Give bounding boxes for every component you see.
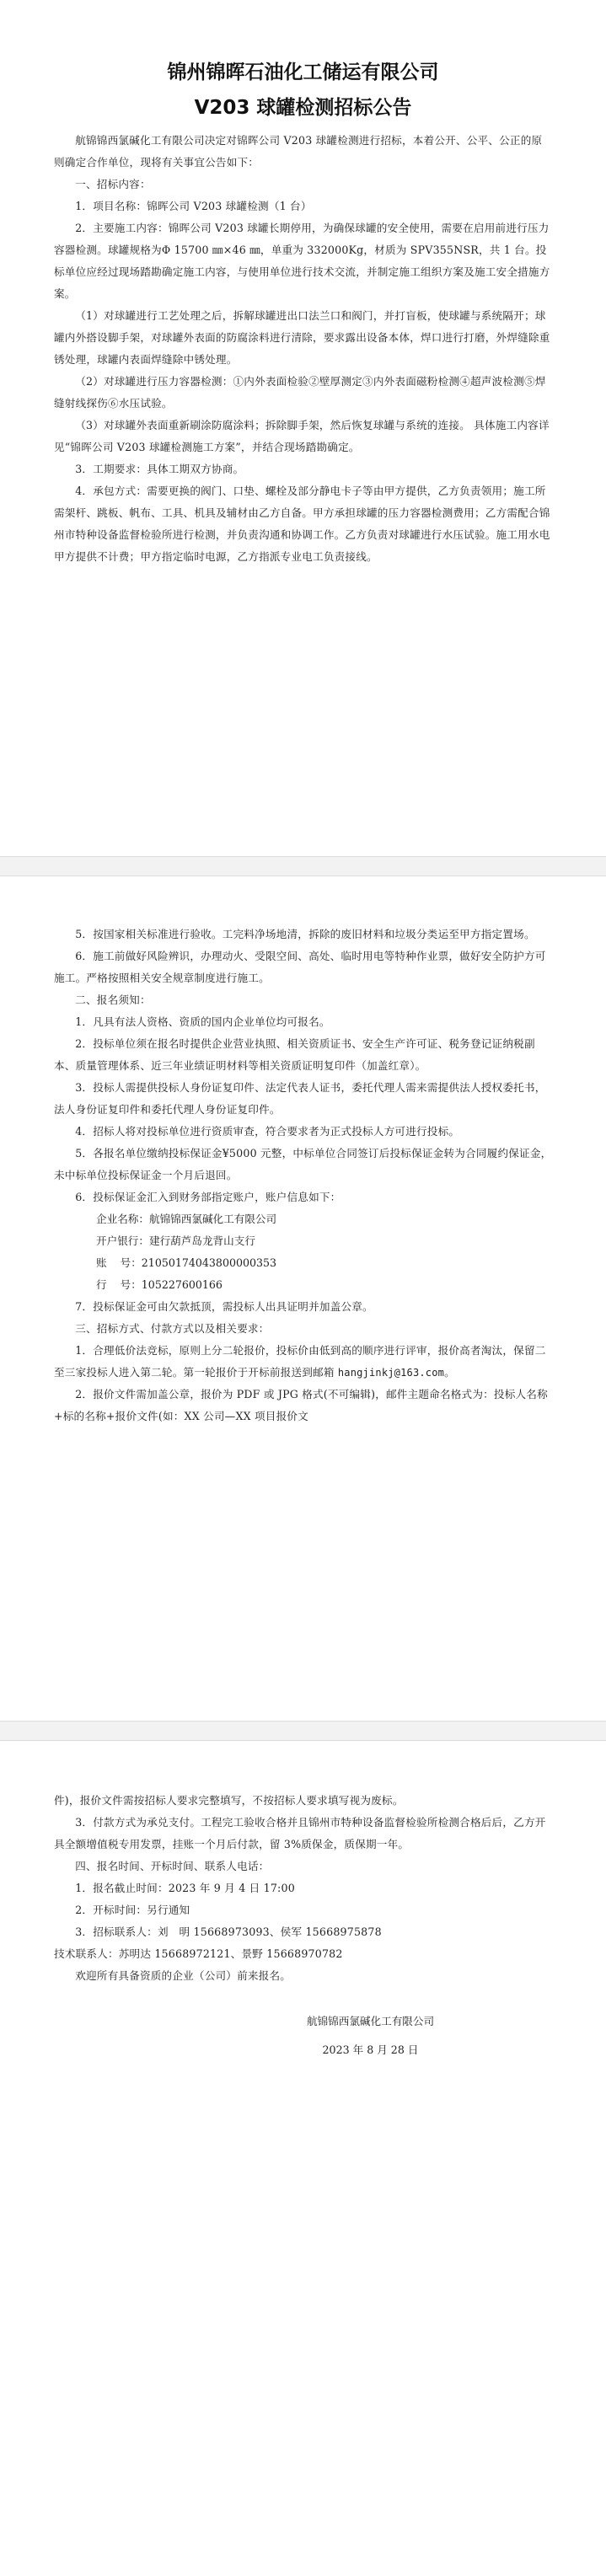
section-1-item: 6．施工前做好风险辨识，办理动火、受限空间、高处、临时用电等特种作业票，做好安全防护方可施工。严格按照相关安全规章制度进行施工。 [54,950,546,984]
bank-value: 建行葫芦岛龙背山支行 [148,1234,255,1247]
bank-account-info [54,1208,552,1296]
page-separator [0,1721,606,1741]
section-3-item-continued: 件)，报价文件需按招标人要求完整填写，不按招标人要求填写视为废标。 [54,1794,404,1807]
section-2-heading: 二、报名须知： [75,993,151,1006]
section-1-item: （3）对球罐外表面重新刷涂防腐涂料；拆除脚手架，然后恢复球罐与系统的连接。 具体施工内容详见“锦晖公司 V203 球罐检测施工方案”，并结合现场踏勘确定。 [54,419,550,453]
signature-date: 2023 年 8 月 28 日 [322,2043,419,2056]
section-1-item: 3．工期要求：具体工期双方协商。 [75,463,244,475]
section-4-heading: 四、报名时间、开标时间、联系人电话： [75,1860,270,1872]
document-page-1 [0,0,606,856]
page-title: 锦州锦晖石油化工储运有限公司 [167,62,439,83]
section-2-item: 7．投标保证金可由欠款抵顶，需投标人出具证明并加盖公章。 [75,1300,373,1313]
page-separator [0,856,606,876]
signature-company: 航锦锦西氯碱化工有限公司 [306,2015,435,2027]
section-2-item: 2．投标单位须在报名时提供企业营业执照、相关资质证书、安全生产许可证、税务登记证纳税副本、质量管理体系、近三年业绩证明材料等相关资质证明复印件（加盖红章）。 [54,1037,535,1072]
section-4-item: 1．报名截止时间：2023 年 9 月 4 日 17:00 [75,1882,295,1894]
account-row [96,1252,552,1274]
section-2-item: 4．招标人将对投标单位进行资质审查，符合要求者为正式投标人方可进行投标。 [75,1125,460,1138]
account-label: 账 号： [96,1256,142,1269]
email-link[interactable]: hangjinkj@163.com [337,1367,445,1379]
section-1-item: 1．项目名称：锦晖公司 V203 球罐检测（1 台） [75,200,312,212]
page-subtitle: V203 球罐检测招标公告 [194,97,412,119]
document-page-2 [0,876,606,1721]
section-2-item: 3．投标人需提供投标人身份证复印件、法定代表人证书，委托代理人需来需提供法人授权委托书，法人身份证复印件和委托代理人身份证复印件。 [54,1081,546,1116]
section-3-item [54,1340,552,1384]
section-4-item: 3．招标联系人：刘 明 15668973093、侯军 15668975878 [75,1925,382,1938]
section-1-item: 4．承包方式：需要更换的阀门、口垫、螺栓及部分静电卡子等由甲方提供，乙方负责领用；施工所需架杆、跳板、帆布、工具、机具及辅材由乙方自备。甲方承担球罐的压力容器检测费用；乙方需配合锦州市特种设备监督检验所进行检测，并负责沟通和协调工作。乙方负责对球罐进行水压试验。施工用水电甲方提供不计费；甲方指定临时电源，乙方指派专业电工负责接线。 [54,485,550,563]
section-1-item: 2．主要施工内容：锦晖公司 V203 球罐长期停用，为确保球罐的安全使用，需要在启用前进行压力容器检测。球罐规格为Φ 15700 ㎜×46 ㎜，单重为 332000Kg，材质为 SPV355NSR，共 1 台。投标单位应经过现场踏勘确定施工内容，与使用单位进行技术交流，并制定施工组织方案及施工安全措施方案。 [54,222,550,300]
bank-number-value: 105227600166 [141,1278,223,1291]
section-1-heading: 一、招标内容： [75,178,151,190]
intro-paragraph: 航锦锦西氯碱化工有限公司决定对锦晖公司 V203 球罐检测进行招标，本着公开、公平、公正的原则确定合作单位，现将有关事宜公告如下： [54,134,543,169]
company-label: 企业名称： [96,1213,149,1225]
bank-number-label: 行 号： [96,1278,142,1291]
section-2-item: 1．凡具有法人资格、资质的国内企业单位均可报名。 [75,1015,330,1028]
account-value: 21050174043800000353 [141,1256,277,1269]
bank-label: 开户银行： [96,1234,149,1247]
section-3-heading: 三、招标方式、付款方式以及相关要求： [75,1322,270,1335]
section-2-item: 5．各报名单位缴纳投标保证金¥5000 元整，中标单位合同签订后投标保证金转为合同履约保证金，未中标单位投标保证金一个月后退回。 [54,1147,552,1181]
company-name-row [96,1208,552,1230]
section-1-item: （1）对球罐进行工艺处理之后，拆解球罐进出口法兰口和阀门，并打盲板，使球罐与系统隔开；球罐内外搭设脚手架，对球罐外表面的防腐涂料进行清除，要求露出设备本体，焊口进行打磨，外焊缝除重锈处理，球罐内表面焊缝除中锈处理。 [54,309,550,366]
section-1-item: 5．按国家相关标准进行验收。工完料净场地清，拆除的废旧材料和垃圾分类运至甲方指定置场。 [75,928,535,940]
section-3-item-1-text: 1．合理低价法竞标，原则上分二轮报价，投标价由低到高的顺序进行评审，报价高者淘汰，保留二至三家投标人进入第二轮。第一轮报价于开标前报送到邮箱 [54,1344,546,1379]
section-4-item: 2．开标时间：另行通知 [75,1904,190,1916]
section-3-item-1-end: 。 [444,1366,455,1379]
section-2-item: 6．投标保证金汇入到财务部指定账户，账户信息如下： [75,1191,341,1203]
welcome-text: 欢迎所有具备资质的企业（公司）前来报名。 [75,1969,292,1982]
section-3-item: 3．付款方式为承兑支付。工程完工验收合格并且锦州市特种设备监督检验所检测合格后后，乙方开具全额增值税专用发票，挂账一个月后付款，留 3%质保金，质保期一年。 [54,1816,546,1850]
document-page-3 [0,1741,606,2576]
tech-contact: 技术联系人：苏明达 15668972121、景野 15668970782 [54,1947,343,1960]
bank-row [96,1230,552,1252]
section-1-item: （2）对球罐进行压力容器检测：①内外表面检验②壁厚测定③内外表面磁粉检测④超声波检测⑤焊缝射线探伤⑥水压试验。 [54,375,546,410]
company-value: 航锦锦西氯碱化工有限公司 [148,1213,277,1225]
section-3-item: 2．报价文件需加盖公章，报价为 PDF 或 JPG 格式(不可编辑)，邮件主题命名格式为：投标人名称+标的名称+报价文件(如：XX 公司—XX 项目报价文 [54,1388,548,1422]
bank-number-row [96,1274,552,1296]
